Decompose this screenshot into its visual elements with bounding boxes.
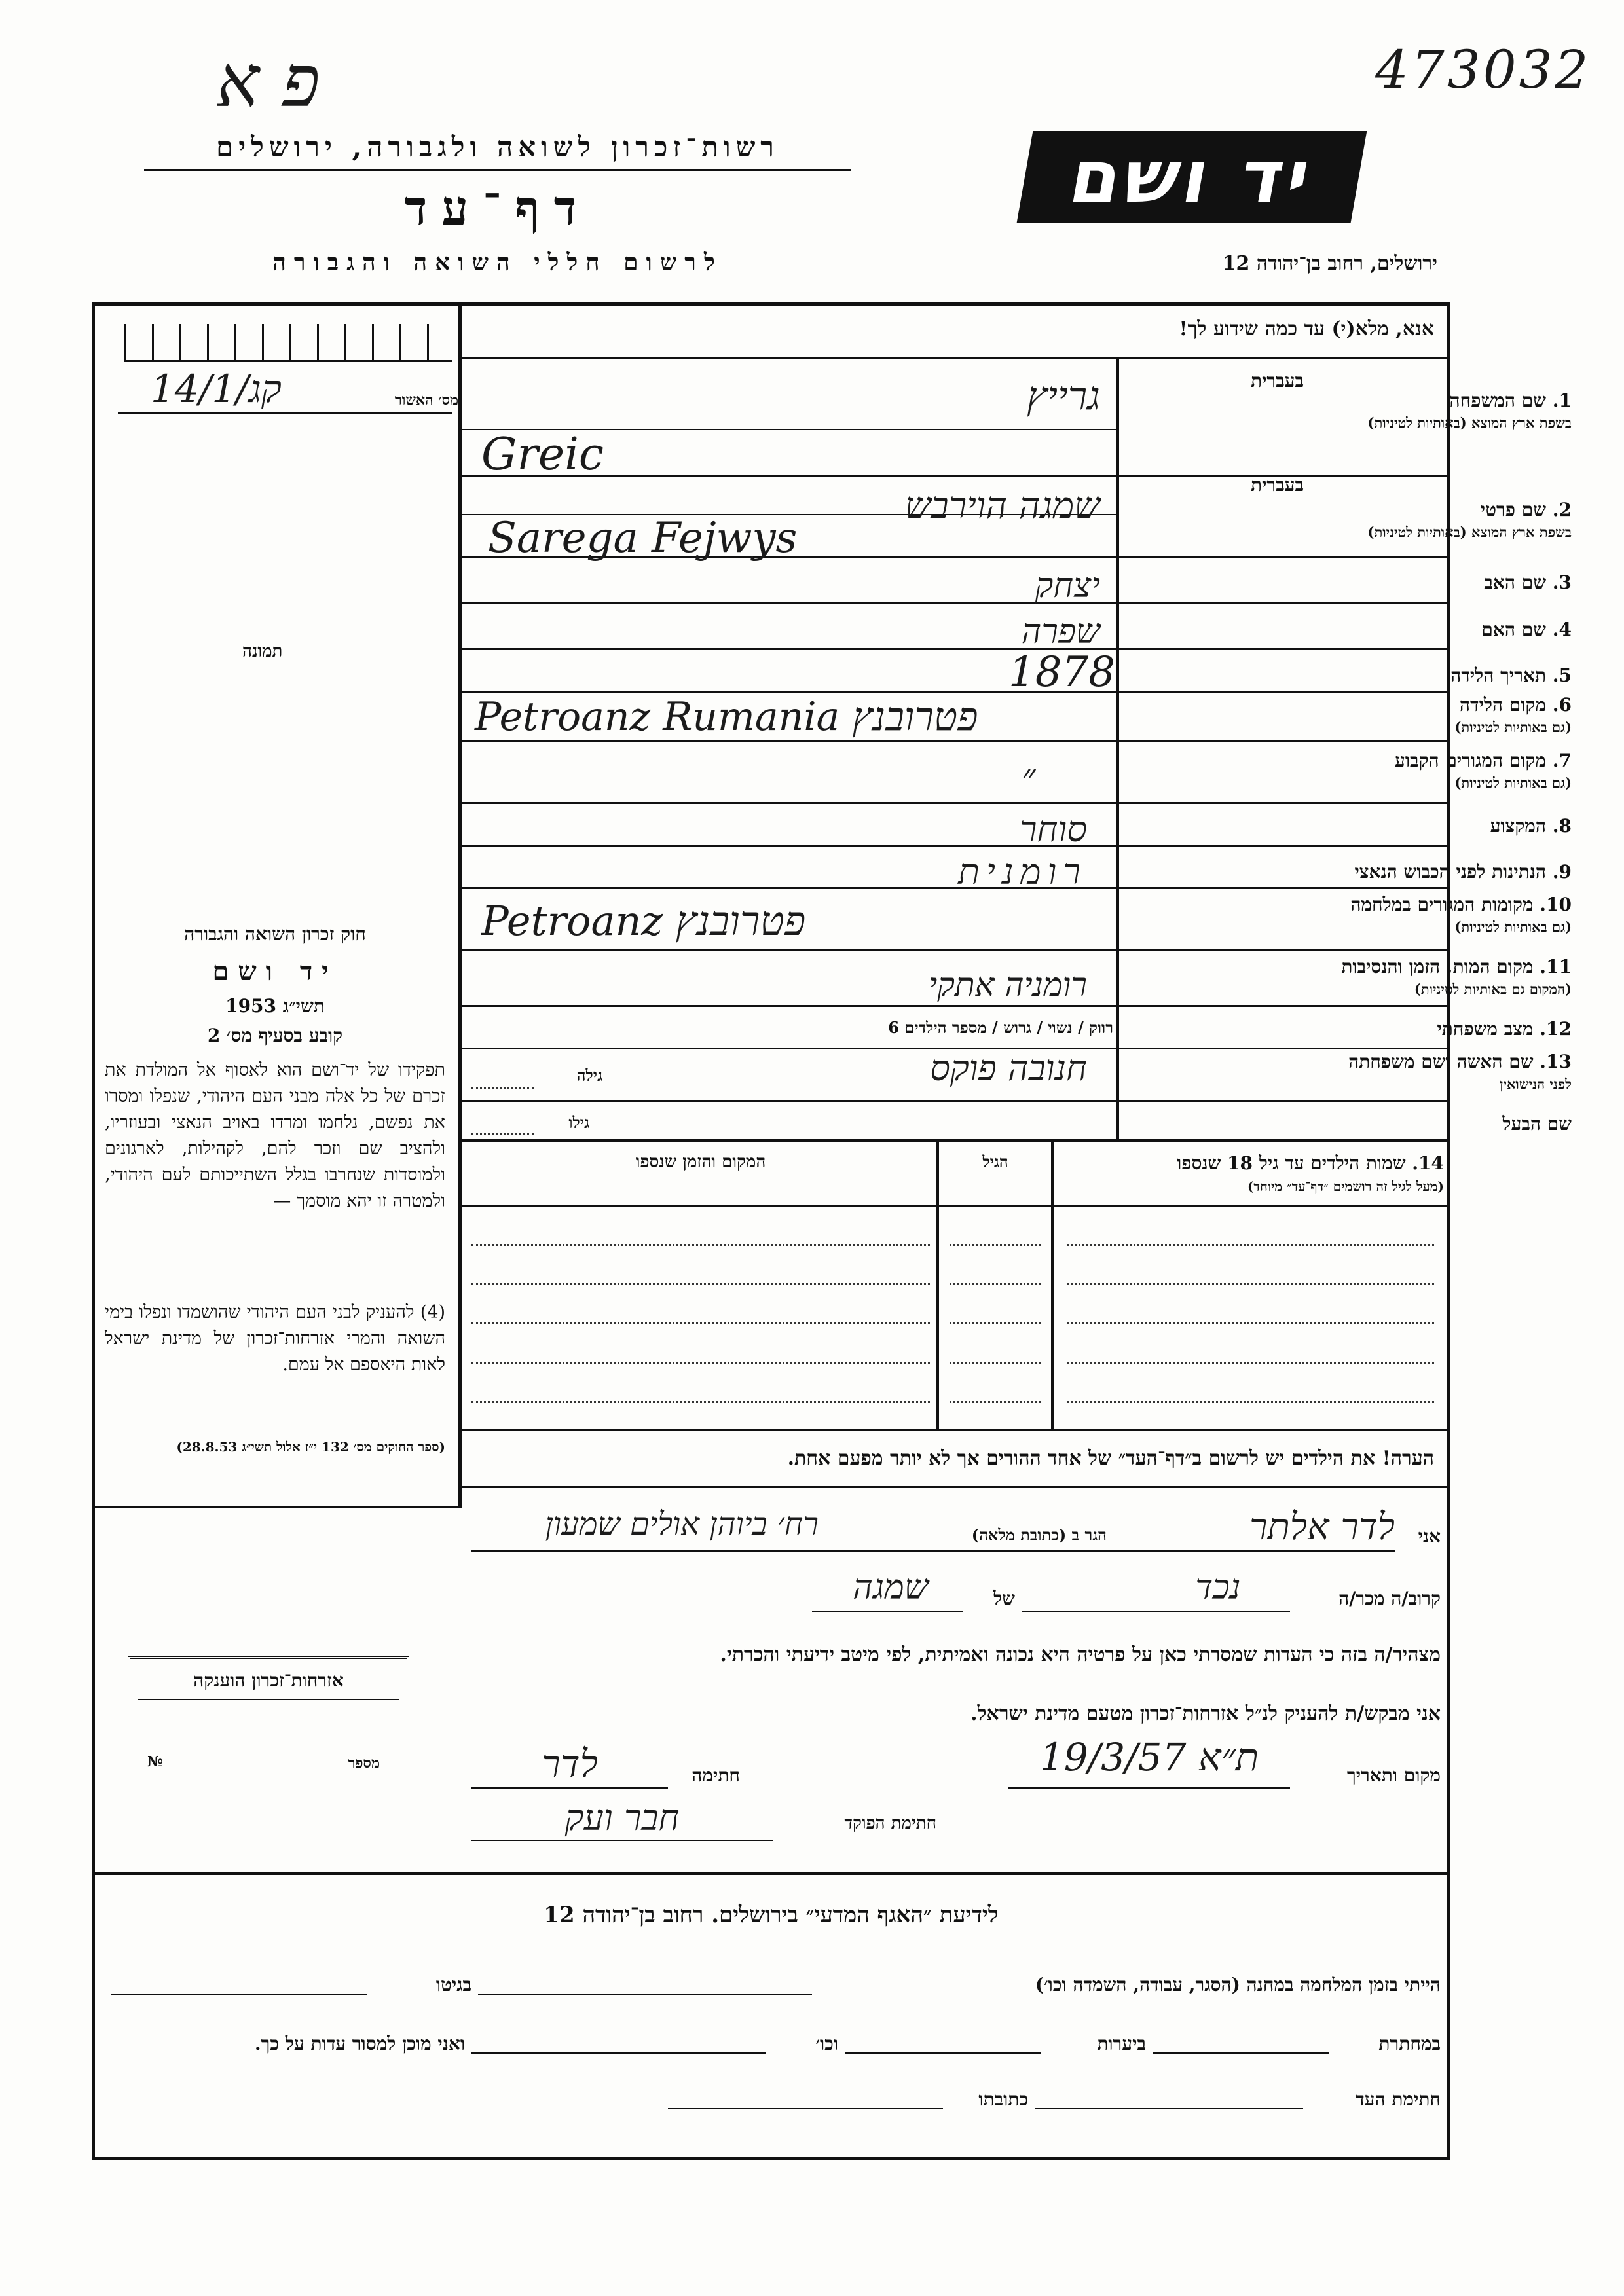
law-name: יד ושם bbox=[212, 956, 338, 987]
children-bottom-rule bbox=[458, 1429, 1450, 1431]
field-8-label: 8. המקצוע bbox=[1490, 815, 1572, 837]
footer-line1-end-blank bbox=[111, 1994, 367, 1995]
photo-label: תמונה bbox=[242, 642, 283, 661]
field-10-label: 10. מקומות המגורים במלחמה (גם באותיות לטיניות) bbox=[1350, 894, 1572, 935]
witness-address-blank bbox=[668, 2108, 943, 2109]
family-name-hebrew: גרייץ bbox=[1026, 373, 1100, 419]
note-rule bbox=[458, 1486, 1450, 1488]
footer-title: לידיעת ״האגף המדעי״ בירושלים. רחוב בן־יהודה 12 bbox=[544, 1902, 999, 1928]
citizenship-no-label: № bbox=[147, 1753, 163, 1770]
field-12-label: 12. מצב משפחתי bbox=[1437, 1018, 1572, 1040]
child-row-line bbox=[1067, 1244, 1434, 1246]
child-row-line bbox=[471, 1322, 930, 1324]
child-row-line bbox=[950, 1401, 1041, 1403]
husband-age-label: גילו bbox=[568, 1113, 589, 1132]
row-rule bbox=[458, 740, 1450, 742]
citizenship-box-rule bbox=[138, 1699, 399, 1700]
children-place-header: המקום והזמן שנספו bbox=[635, 1152, 766, 1172]
officer-signature-line bbox=[471, 1840, 773, 1841]
declaration-i-label: אני bbox=[1418, 1525, 1441, 1547]
row-rule bbox=[458, 802, 1450, 804]
field-1-label: 1. שם המשפחה בשפת ארץ המוצא (באותיות לטיניות) בעברית bbox=[1251, 370, 1572, 431]
wife-name: חנובה פוקס bbox=[930, 1048, 1087, 1089]
place-date-value: ת״א 19/3/57 bbox=[1039, 1735, 1259, 1779]
in-hebrew-label: בעברית bbox=[1251, 370, 1304, 392]
children-sub: (מעל לגיל זה רושמים ״דף־עד״ מיוחד) bbox=[1247, 1178, 1444, 1194]
wife-age-label: גילה bbox=[576, 1066, 602, 1085]
citizenship-number-label: מספר bbox=[348, 1755, 380, 1772]
child-row-line bbox=[471, 1244, 930, 1246]
top-left-mark: פ א bbox=[216, 39, 320, 123]
law-clause: קובע בסעיף מס׳ 2 bbox=[207, 1025, 343, 1046]
reg-number-rule bbox=[118, 412, 452, 414]
children-divider-label bbox=[1051, 1142, 1054, 1430]
nationality: רומנית bbox=[957, 851, 1087, 892]
husband-label: שם הבעל bbox=[1502, 1113, 1572, 1135]
header-address: ירושלים, רחוב בן־יהודה 12 bbox=[1222, 252, 1437, 275]
wife-age-line bbox=[471, 1087, 534, 1089]
field-3-label: 3. שם האב bbox=[1484, 572, 1572, 593]
signature-label: חתימה bbox=[692, 1764, 740, 1786]
witness-signature-blank bbox=[1035, 2108, 1303, 2109]
footer-underground: במחתרת bbox=[1378, 2033, 1441, 2054]
permanent-residence: ״ bbox=[1022, 756, 1036, 799]
footer-line1-end: בגיטו bbox=[435, 1974, 471, 1995]
field-2-label: 2. שם פרטי בשפת ארץ המוצא (באותיות לטיניות) בעברית bbox=[1251, 474, 1572, 540]
intro-text: אנא, מלא(י) עד כמה שידוע לך! bbox=[1179, 318, 1434, 340]
of-line bbox=[812, 1611, 963, 1612]
footer-line1-blank bbox=[478, 1994, 812, 1995]
field-11-label: 11. מקום המות, הזמן והנסיבות (המקום גם באותיות לטיניות) bbox=[1341, 956, 1572, 997]
place-date-line bbox=[1008, 1787, 1290, 1789]
law-text: תפקידו של יד־ושם הוא לאסוף אל המולדת את זכרם של כל אלה מבני העם היהודי, שנפלו ומסרו את נפשם, נלחמו ומרדו באויב הנאצי ובעוזריו, ולהציב שם וזכר להם, לקהילות, לארגונים ולמוסדות שנחרבו בגלל השתייכותם לעם היהודי, ולמטרה זו יהא מוסמך — bbox=[105, 1060, 445, 1211]
statement-2: אני מבקש/ת להעניק לנ״ל אזרחות־זכרון מטעם מדינת ישראל. bbox=[970, 1702, 1441, 1725]
header-subtitle: לרשום חללי השואה והגבורה bbox=[272, 249, 723, 276]
of-label: של bbox=[993, 1588, 1015, 1609]
profession: סוחר bbox=[1019, 809, 1087, 850]
child-row-line bbox=[471, 1401, 930, 1403]
officer-signature-label: חתימת הפוקד bbox=[844, 1813, 936, 1833]
top-right-number: 473032 bbox=[1375, 39, 1591, 100]
children-note: הערה! את הילדים יש לרשום ב״דף־העד״ של אחד ההורים אך לא יותר מפעם אחת. bbox=[787, 1447, 1434, 1470]
husband-age-line bbox=[471, 1133, 534, 1135]
child-row-line bbox=[1067, 1401, 1434, 1403]
child-row-line bbox=[471, 1283, 930, 1285]
child-row-line bbox=[950, 1283, 1041, 1285]
signature-line bbox=[471, 1787, 668, 1789]
residing-label: הגר ב (כתובת מלאה) bbox=[971, 1525, 1107, 1544]
statement-1: מצהיר/ה בזה כי העדות שמסרתי כאן על פרטיה היא נכונה ואמיתית, לפי מיטב ידיעתי והכרתי. bbox=[720, 1643, 1441, 1666]
child-row-line bbox=[950, 1322, 1041, 1324]
of-value: שמגה bbox=[853, 1568, 929, 1607]
footer-blank bbox=[845, 2052, 1041, 2054]
reg-number-value: קג/14/1 bbox=[151, 367, 282, 411]
children-header-rule bbox=[458, 1205, 1450, 1207]
children-age-header: הגיל bbox=[982, 1152, 1008, 1171]
field-5-label: 5. תאריך הלידה bbox=[1450, 665, 1572, 686]
mother-name: שפרה bbox=[1021, 612, 1100, 651]
child-row-line bbox=[950, 1362, 1041, 1364]
witness-signature-label: חתימת העד bbox=[1356, 2088, 1441, 2110]
signature-value: לדר bbox=[542, 1741, 598, 1786]
form-title: דף־עד bbox=[404, 180, 591, 236]
row-rule bbox=[458, 949, 1450, 951]
field-13-label: 13. שם האשה ושם משפחתה לפני הנישואין bbox=[1348, 1051, 1572, 1092]
field-4-label: 4. שם האם bbox=[1481, 619, 1572, 640]
declaration-name: לדר אלתר bbox=[1249, 1506, 1395, 1548]
relative-value: נכד bbox=[1195, 1568, 1241, 1607]
children-divider-age bbox=[936, 1142, 939, 1430]
row-rule bbox=[458, 1139, 1450, 1142]
residing-value: רח׳ ביוהן אולים שמעון bbox=[545, 1506, 819, 1542]
child-row-line bbox=[1067, 1322, 1434, 1324]
witness-address-label: כתובתו bbox=[978, 2088, 1028, 2110]
marital-status: רווק / נשוי / גרוש / מספר הילדים 6 bbox=[888, 1018, 1113, 1037]
form-frame bbox=[92, 302, 1450, 2160]
footer-rule bbox=[92, 1872, 1450, 1875]
in-hebrew-label: בעברית bbox=[1251, 474, 1304, 496]
row-rule bbox=[458, 691, 1450, 693]
given-name-latin: Sarega Fejwys bbox=[488, 514, 798, 562]
declaration-line bbox=[471, 1550, 1395, 1552]
law-year: תשי״ג 1953 bbox=[225, 995, 325, 1017]
intro-rule bbox=[458, 357, 1450, 359]
child-row-line bbox=[471, 1362, 930, 1364]
field-7-label: 7. מקום המגורים הקבוע (גם באותיות לטיניות) bbox=[1395, 750, 1572, 791]
citizenship-box-label: אזרחות־זכרון הוענקה bbox=[193, 1669, 344, 1691]
child-row-line bbox=[950, 1244, 1041, 1246]
reg-number-box bbox=[124, 324, 452, 362]
given-name-hebrew: שמגה הוירבש bbox=[905, 484, 1100, 527]
reg-number-label: מס׳ האשור bbox=[394, 392, 458, 409]
child-row-line bbox=[1067, 1362, 1434, 1364]
father-name: יצחק bbox=[1035, 566, 1100, 606]
family-name-latin: Greic bbox=[481, 429, 604, 481]
law-reference: (ספר החוקים מס׳ 132 י״ז אלול תשי״ג 28.8.53) bbox=[176, 1439, 445, 1455]
children-label: 14. שמות הילדים עד גיל 18 שנספו bbox=[1177, 1152, 1444, 1174]
footer-ready-testify: ואני מוכן למסור עדות על כך. bbox=[254, 2033, 465, 2054]
left-column-divider bbox=[458, 302, 462, 1507]
footer-blank bbox=[471, 2052, 766, 2054]
birth-place: Petroanz Rumania פטרובנץ bbox=[475, 694, 978, 740]
law-title: חוק זכרון השואה והגבורה bbox=[184, 923, 366, 945]
officer-signature-value: חבר ועק bbox=[564, 1797, 680, 1838]
field-6-label: 6. מקום הלידה (גם באותיות לטיניות) bbox=[1454, 694, 1572, 735]
child-row-line bbox=[1067, 1283, 1434, 1285]
row-rule bbox=[458, 1100, 1450, 1102]
row-rule bbox=[458, 1005, 1450, 1007]
birth-date: 1878 bbox=[1008, 648, 1115, 697]
law-text-2: (4) להעניק לבני העם היהודי שהושמדו ונפלו בימי השואה והמרי אזרחות־זכרון של מדינת ישראל לאות היאספם אל עמם. bbox=[105, 1302, 445, 1375]
footer-etc: וכו׳ bbox=[815, 2033, 838, 2054]
header-org: רשות־זכרון לשואה ולגבורה, ירושלים bbox=[216, 131, 779, 163]
footer-forests: ביערות bbox=[1097, 2033, 1146, 2054]
relative-line bbox=[1022, 1611, 1290, 1612]
field-9-label: 9. הנתינות לפני הכבוש הנאצי bbox=[1354, 861, 1572, 883]
left-column-bottom bbox=[92, 1506, 462, 1508]
place-date-label: מקום ותאריך bbox=[1346, 1764, 1441, 1786]
header-rule bbox=[144, 169, 851, 171]
wartime-residence: Petroanz פטרובנץ bbox=[481, 897, 806, 945]
death-place: רומניה אתקי bbox=[929, 966, 1087, 1004]
footer-line1: הייתי בזמן המלחמה במחנה (הסגר, עבודה, השמדה וכו׳) bbox=[1035, 1974, 1441, 1995]
yad-vashem-logo: יד ושם bbox=[1017, 131, 1367, 223]
relative-label: קרוב/ה מכר/ה bbox=[1338, 1588, 1441, 1609]
footer-blank bbox=[1153, 2052, 1329, 2054]
